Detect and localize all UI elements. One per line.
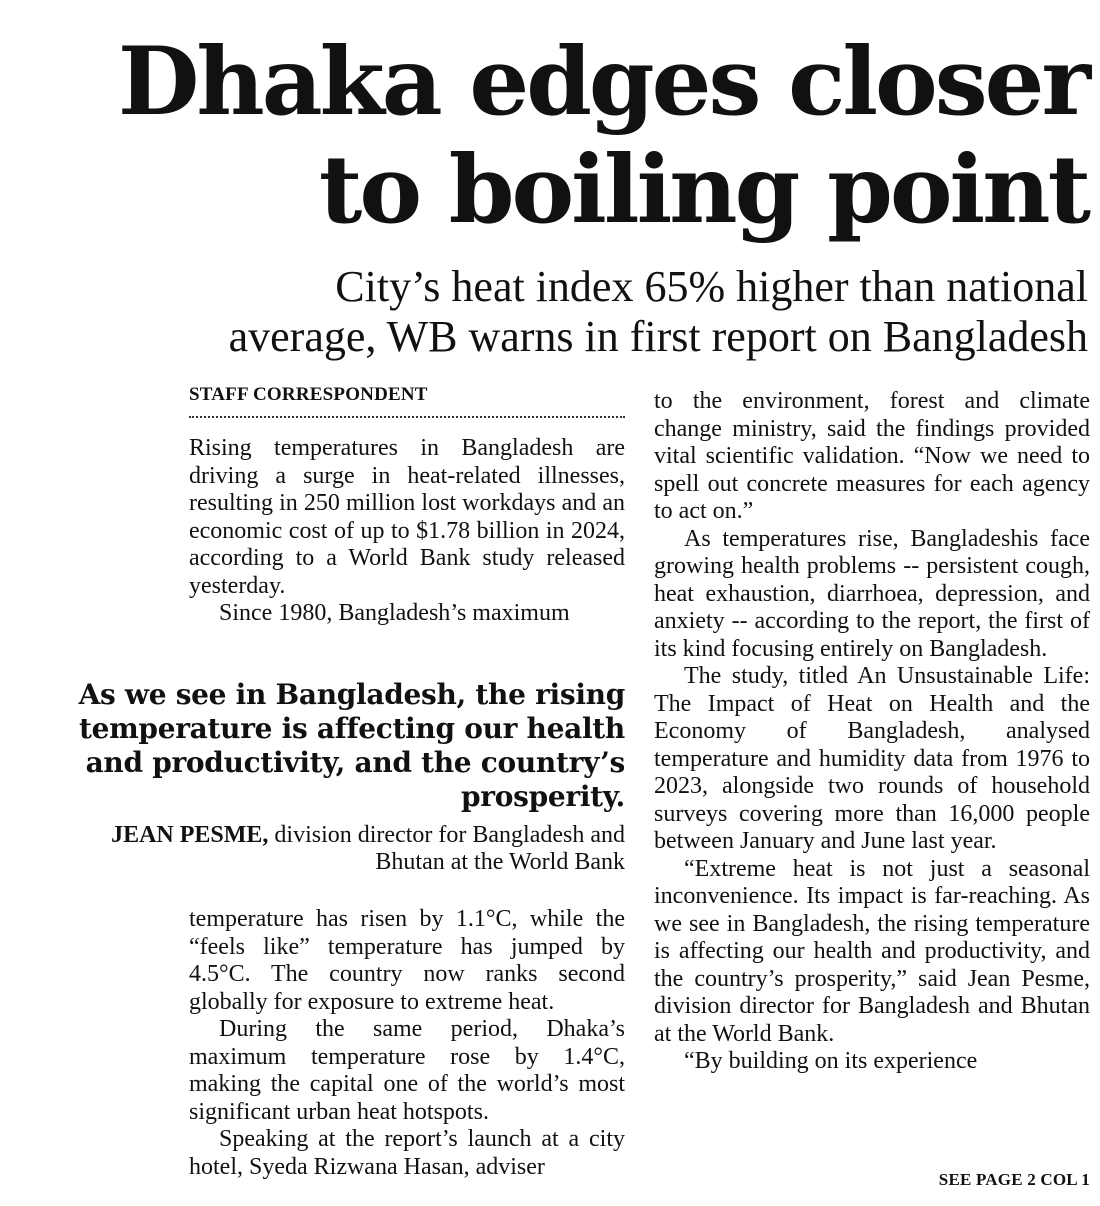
body-paragraph: Since 1980, Bangladesh’s maximum xyxy=(219,600,570,626)
headline-line-2: to boiling point xyxy=(318,135,1088,245)
body-column-right xyxy=(654,388,1090,1076)
body-paragraph: Rising temperatures in Bangladesh are driving a surge in heat-related illnesses, resulting in 250 million lost workdays and an economic cost of up to $1.78 billion in 2024, according to a World Bank study released yesterday. xyxy=(189,435,625,599)
body-column-left-top xyxy=(189,435,625,628)
subheadline-line-2: average, WB warns in first report on Bangladesh xyxy=(228,312,1088,361)
body-paragraph: Speaking at the report’s launch at a city hotel, Syeda Rizwana Hasan, adviser xyxy=(189,1126,625,1180)
body-paragraph: “Extreme heat is not just a seasonal inconvenience. Its impact is far-reaching. As we see in Bangladesh, the rising temperature is affecting our health and productivity, and the country’s prosperity,” said Jean Pesme, division director for Bangladesh and Bhutan at the World Bank. xyxy=(654,855,1090,1047)
body-paragraph: The study, titled An Unsustainable Life: The Impact of Heat on Health and the Economy of Bangladesh, analysed temperature and humidity data from 1976 to 2023, alongside two rounds of household surveys covering more than 16,000 people between January and June last year. xyxy=(654,663,1090,854)
body-paragraph: temperature has risen by 1.1°C, while the “feels like” temperature has jumped by 4.5°C. The country now ranks second globally for exposure to extreme heat. xyxy=(189,906,625,1015)
subheadline xyxy=(88,262,1088,362)
quote-speaker-title: division director for Bangladesh and Bhutan at the World Bank xyxy=(268,822,625,875)
continuation-jump-line: SEE PAGE 2 COL 1 xyxy=(938,1170,1090,1189)
subheadline-line-1: City’s heat index 65% higher than national xyxy=(335,262,1088,311)
pull-quote: As we see in Bangladesh, the rising temperature is affecting our health and productivity, and the country’s prosperity. xyxy=(78,678,625,813)
pull-quote-attribution xyxy=(40,822,625,876)
body-paragraph: “By building on its experience xyxy=(684,1048,978,1074)
body-paragraph: During the same period, Dhaka’s maximum temperature rose by 1.4°C, making the capital one of the world’s most significant urban heat hotspots. xyxy=(189,1016,625,1125)
body-paragraph: to the environment, forest and climate change ministry, said the findings provided vital scientific validation. “Now we need to spell out concrete measures for each agency to act on.” xyxy=(654,388,1090,524)
quote-speaker-name: JEAN PESME, xyxy=(111,822,269,848)
body-paragraph: As temperatures rise, Bangladeshis face growing health problems -- persistent cough, heat exhaustion, diarrhoea, depression, and anxiety -- according to the report, the first of its kind focusing entirely on Bangladesh. xyxy=(654,525,1090,662)
byline: STAFF CORRESPONDENT xyxy=(189,383,625,418)
headline-line-1: Dhaka edges closer xyxy=(117,27,1088,137)
headline xyxy=(28,28,1088,244)
body-column-left-bottom xyxy=(189,906,625,1181)
